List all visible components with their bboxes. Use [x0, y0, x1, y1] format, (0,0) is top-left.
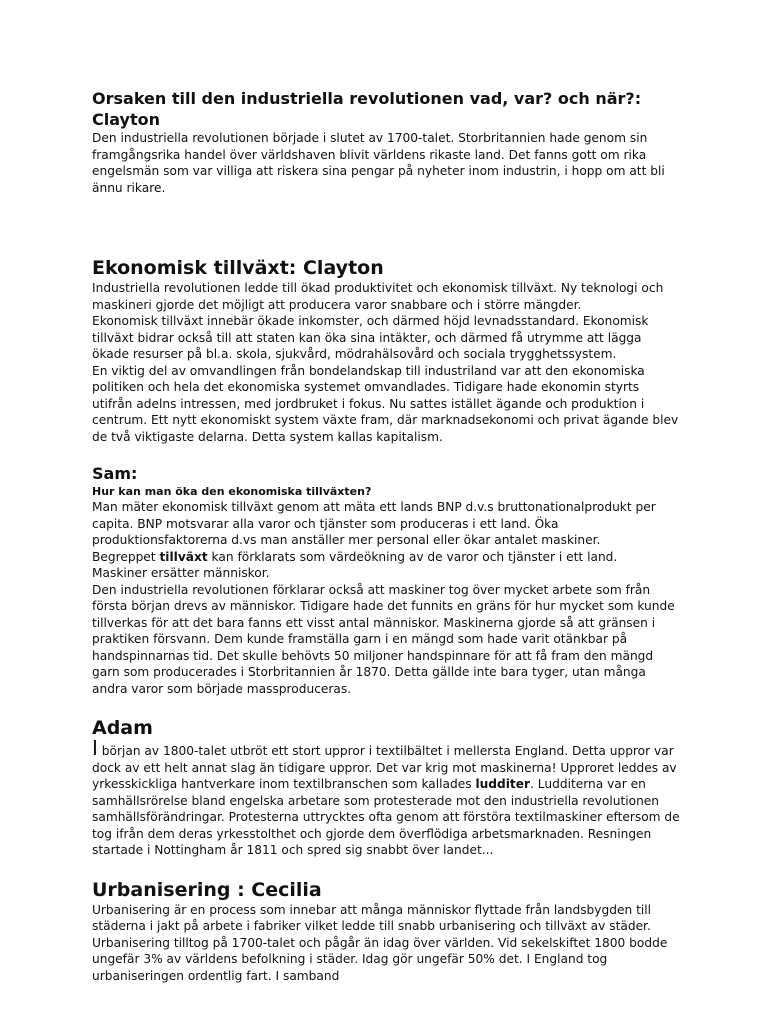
paragraph — [92, 549, 682, 566]
heading-orsaken: Orsaken till den industriella revolutionen vad, var? och när?: Clayton — [92, 89, 642, 129]
document-body — [92, 88, 682, 984]
paragraph — [92, 736, 682, 859]
heading-ekonomisk-tillvaxt: Ekonomisk tillväxt: Clayton — [92, 257, 384, 279]
heading-adam: Adam — [92, 717, 153, 739]
drop-cap: I — [92, 736, 98, 760]
paragraph-text: . Ludditerna var en samhällsrörelse bland engelska arbetare som protesterade mot den industriella revolutionen samhällsförändringar. Protesterna uttrycktes ofta genom att förstöra textilmaskiner eftersom de tog ifrån dem deras yrkesstolthet och gjorde dem överflödiga arbetsmarknaden. Resningen startade i Nottingham år 1811 och spred sig snabbt över landet... — [92, 777, 680, 857]
bold-term-ludditer: ludditer — [475, 777, 531, 791]
paragraph-text: Begreppet — [92, 549, 160, 564]
paragraph: Den industriella revolutionen började i slutet av 1700-talet. Storbritannien hade genom sin framgångsrika handel över världshaven blivit världens rikaste land. Det fanns gott om rika engelsmän som var villiga att riskera sina pengar på nyheter inom industrin, i hopp om att bli ännu rikare. — [92, 131, 665, 195]
bold-term-tillvaxt: tillväxt — [159, 549, 208, 564]
subheading-question: Hur kan man öka den ekonomiska tillväxten? — [92, 485, 372, 498]
paragraph: Man mäter ekonomisk tillväxt genom att mäta ett lands BNP d.v.s bruttonationalprodukt per capita. BNP motsvarar alla varor och tjänster som produceras i ett land. Öka produktionsfaktorerna d.vs man anställer mer personal eller ökar antalet maskiner. — [92, 500, 656, 547]
paragraph: Urbanisering är en process som innebar att många människor flyttade från landsbygden till städerna i jakt på arbete i fabriker vilket ledde till snabb urbanisering och tillväxt av städer. Urbanisering tilltog på 1700-talet och pågår än idag över världen. Vid sekelskiftet 1800 bodde ungefär 3% av världens befolkning i städer. Idag gör ungefär 50% det. I England tog urbaniseringen ordentlig fart. I samband — [92, 902, 668, 983]
paragraph: Den industriella revolutionen förklarar också att maskiner tog över mycket arbete som från första början drevs av människor. Tidigare hade det funnits en gräns för hur mycket som kunde tillverkas för att det bara fanns ett visst antal människor. Maskinerna gjorde så att gränsen i praktiken försvann. Dem kunde framställa garn i en mängd som hade varit otänkbar på handspinnarnas tid. Det skulle behövts 50 miljoner handspinnare för att få fram den mängd garn som producerades i Storbritannien år 1870. Detta gällde inte bara tyger, utan många andra varor som började massproduceras. — [92, 582, 675, 696]
paragraph-text: början av 1800-talet utbröt ett stort uppror i textilbältet i mellersta England. Detta uppror var dock av ett helt annat slag än tidigare uppror. Det var krig mot maskinerna! Upproret leddes av yrkesskickliga hantverkare inom textilbranschen som kallades — [92, 744, 677, 791]
paragraph: Industriella revolutionen ledde till ökad produktivitet och ekonomisk tillväxt. Ny teknologi och maskineri gjorde det möjligt att producera varor snabbare och i större mängder. — [92, 281, 664, 312]
heading-sam: Sam: — [92, 464, 138, 483]
heading-urbanisering: Urbanisering : Cecilia — [92, 878, 322, 901]
paragraph: Maskiner ersätter människor. — [92, 566, 270, 580]
paragraph-text: kan förklarats som värdeökning av de varor och tjänster i ett land. — [207, 549, 618, 564]
paragraph: En viktig del av omvandlingen från bondelandskap till industriland var att den ekonomiska politiken och hela det ekonomiska systemet omvandlades. Tidigare hade ekonomin styrts utifrån adelns intressen, med jordbruket i fokus. Nu sattes istället ägande och produktion i centrum. Ett nytt ekonomiskt system växte fram, där marknadsekonomi och privat ägande blev de två viktigaste delarna. Detta system kallas kapitalism. — [92, 363, 679, 444]
paragraph: Ekonomisk tillväxt innebär ökade inkomster, och därmed höjd levnadsstandard. Ekonomisk tillväxt bidrar också till att staten kan öka sina intäkter, och därmed få utrymme att lägga ökade resurser på bl.a. skola, sjukvård, mödrahälsovård och sociala trygghetssystem. — [92, 314, 649, 361]
